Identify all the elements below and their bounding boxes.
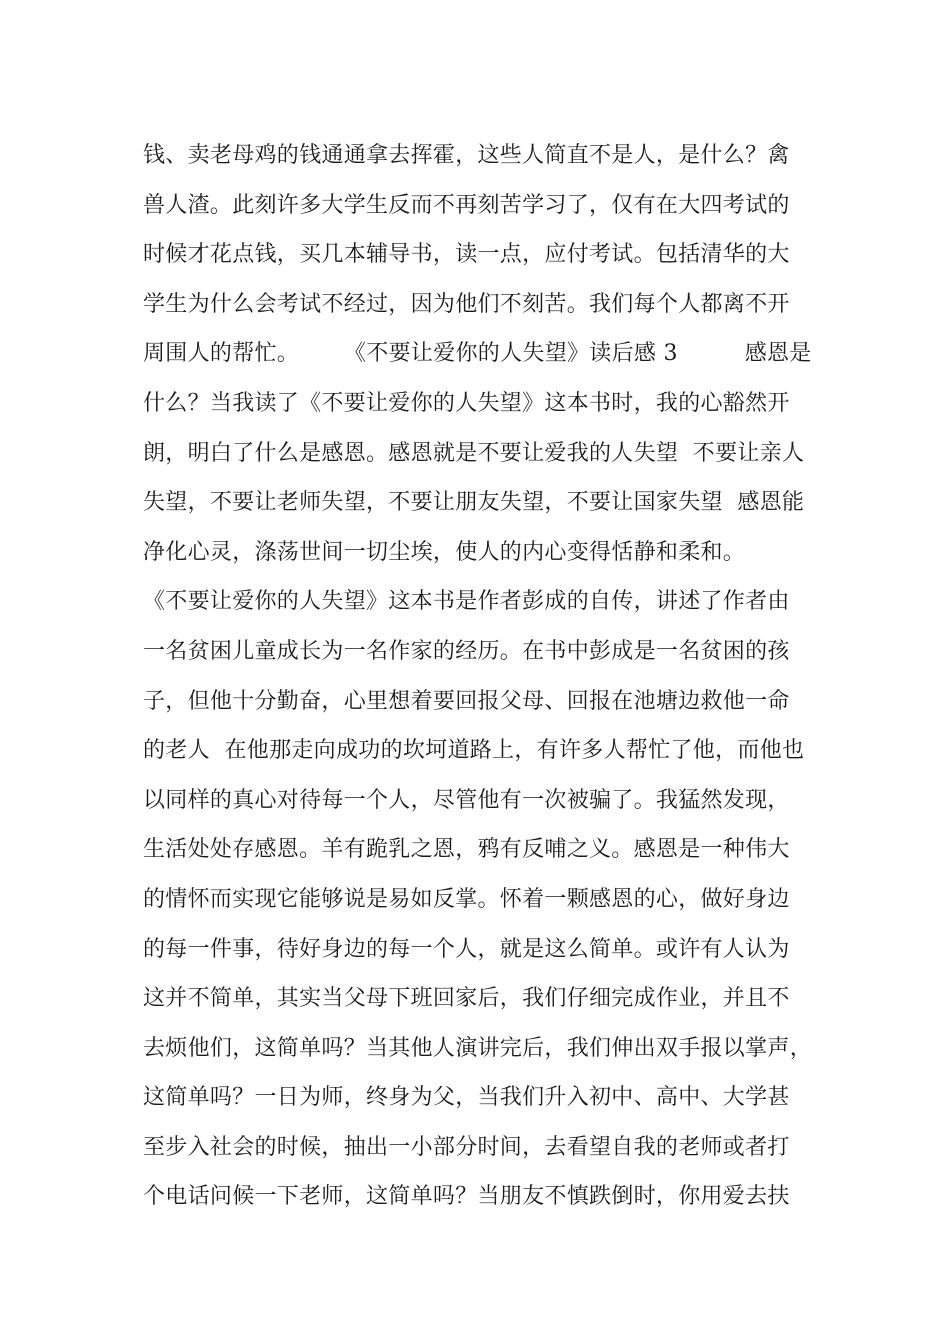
text-line: 《不要让爱你的人失望》这本书是作者彭成的自传，讲述了作者由 (143, 589, 790, 615)
text-line: 至步入社会的时候，抽出一小部分时间，去看望自我的老师或者打 (143, 1134, 790, 1160)
text-line: 的情怀而实现它能够说是易如反掌。怀着一颗感恩的心，做好身边 (143, 886, 790, 912)
text-line: 以同样的真心对待每一个人，尽管他有一次被骗了。我猛然发现， (143, 787, 790, 813)
text-line: 去烦他们，这简单吗？当其他人演讲完后，我们伸出双手报以掌声， (143, 1035, 813, 1061)
text-line: 生活处处存感恩。羊有跪乳之恩，鸦有反哺之义。感恩是一种伟大 (143, 837, 790, 863)
text-line: 一名贫困儿童成长为一名作家的经历。在书中彭成是一名贫困的孩 (143, 638, 790, 664)
text-line: 净化心灵，涤荡世间一切尘埃，使人的内心变得恬静和柔和。 (143, 539, 746, 565)
text-line: 时候才花点钱，买几本辅导书，读一点，应付考试。包括清华的大 (143, 242, 790, 268)
text-line: 子，但他十分勤奋，心里想着要回报父母、回报在池塘边救他一命 (143, 688, 790, 714)
text-line: 这并不简单，其实当父母下班回家后，我们仔细完成作业，并且不 (143, 986, 790, 1012)
text-line: 钱、卖老母鸡的钱通通拿去挥霍，这些人简直不是人，是什么？禽 (143, 143, 790, 168)
text-line: 失望，不要让老师失望，不要让朋友失望，不要让国家失望 感恩能 (143, 490, 805, 516)
text-line: 周围人的帮忙。 《不要让爱你的人失望》读后感 3 感恩是 (143, 341, 812, 367)
text-line: 个电话问候一下老师，这简单吗？当朋友不慎跌倒时，你用爱去扶 (143, 1184, 790, 1210)
document-body-text (143, 131, 823, 1222)
text-line: 学生为什么会考试不经过，因为他们不刻苦。我们每个人都离不开 (143, 291, 790, 317)
text-line: 的老人 在他那走向成功的坎坷道路上，有许多人帮忙了他，而他也 (143, 738, 805, 764)
text-line: 朗，明白了什么是感恩。感恩就是不要让爱我的人失望 不要让亲人 (143, 440, 805, 466)
text-line: 的每一件事，待好身边的每一个人，就是这么简单。或许有人认为 (143, 936, 790, 962)
text-line: 兽人渣。此刻许多大学生反而不再刻苦学习了，仅有在大四考试的 (143, 192, 790, 218)
text-line: 什么？当我读了《不要让爱你的人失望》这本书时，我的心豁然开 (143, 390, 790, 416)
text-line: 这简单吗？一日为师，终身为父，当我们升入初中、高中、大学甚 (143, 1085, 790, 1111)
